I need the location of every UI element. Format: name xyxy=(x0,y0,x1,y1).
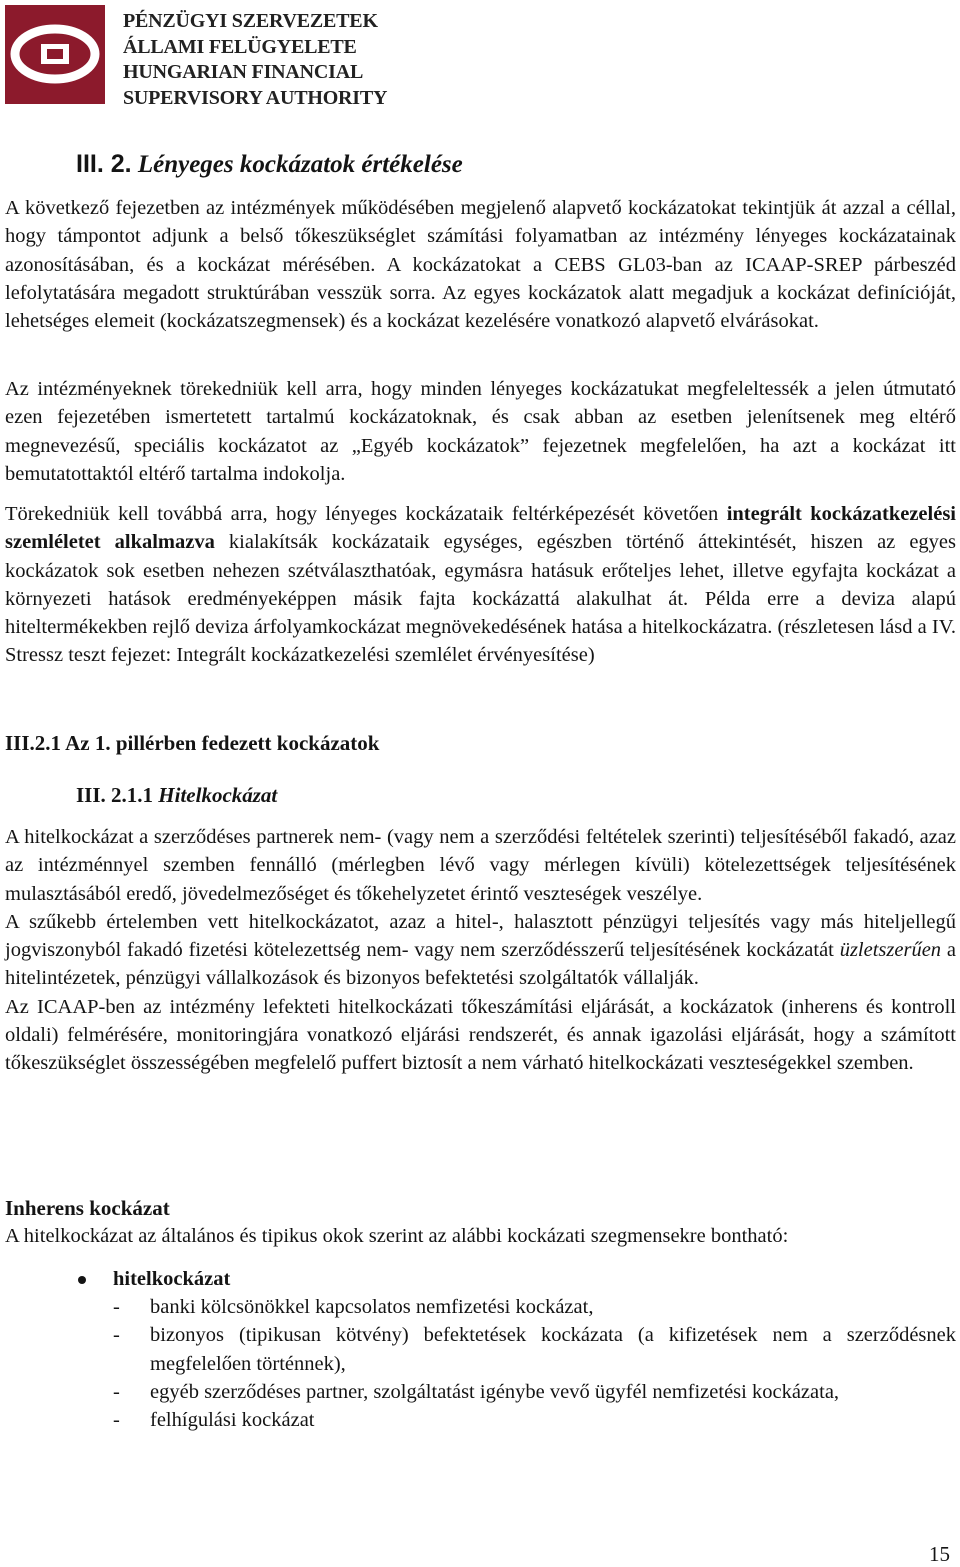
list-item xyxy=(5,1293,956,1321)
bullet-icon xyxy=(78,1276,86,1284)
list-item-text: bizonyos (tipikusan kötvény) befektetések kockázata (a kifizetések nem a szerződésnek megfelelően történnek), xyxy=(150,1324,956,1375)
bold-text-run: integrált kockázatkezelési szemléletet alkalmazva xyxy=(5,503,956,554)
org-line: ÁLLAMI FELÜGYELETE xyxy=(123,35,357,58)
paragraph-intro: A következő fejezetben az intézmények működésében megjelenő alapvető kockázatokat tekintjük át azzal a céllal, hogy támpontot adjunk a belső tőkeszükséglet számítási folyamatban az intézmény lényeges kockázatainak azonosításában, és a kockázat mérésében. A kockázatokat a CEBS GL03-ban az ICAAP-SREP párbeszéd lefolytatására megadott struktúrában vesszük sorra. Az egyes kockázatok alatt megadjuk a kockázat definícióját, lehetséges elemeit (kockázatszegmensek) és a kockázat kezelésére vonatkozó alapvető elvárásokat. xyxy=(5,197,956,333)
page-header xyxy=(5,5,425,109)
organization-name xyxy=(123,9,387,111)
subsubsection-number: III. 2.1.1 xyxy=(76,783,154,807)
org-line: PÉNZÜGYI SZERVEZETEK xyxy=(123,10,378,32)
text-run: kialakítsák kockázataik egységes, egészben történő áttekintését, hiszen az egyes kockázatok sok esetben nehezen szétválaszthatóak, egymásra hatásuk erőteljes lehet, illetve egyfajta kockázat a környezeti hatások eredményeképpen másik fajta kockázattá alakulhat át. Példa erre a deviza alapú hiteltermékekben rejlő deviza árfolyamkockázat megnövekedésének hatása a hitelkockázatra. (részletesen lásd a IV. Stressz teszt fejezet: Integrált kockázatkezelési szemlélet érvényesítése) xyxy=(5,531,956,667)
dash-marker: - xyxy=(113,1324,120,1347)
intro-block xyxy=(5,194,956,335)
credit-risk-block xyxy=(5,823,956,1078)
paragraph-segments: A hitelkockázat az általános és tipikus okok szerint az alábbi kockázati szegmensekre bontható: xyxy=(5,1225,789,1247)
subsection-heading: III.2.1 Az 1. pillérben fedezett kockázatok xyxy=(5,731,380,755)
list-item-text: felhígulási kockázat xyxy=(150,1409,315,1432)
section-heading xyxy=(76,150,463,179)
paragraph-icaap: Az ICAAP-ben az intézmény lefekteti hitelkockázati tőkeszámítási eljárását, a kockázatok (inherens és kontroll oldali) felmérésére, monitoringjára vonatkozó eljárási rendszerét, és annak igazolási eljárását, hogy a számított tőkeszükséglet összességében megfelelő puffert biztosít a nem várható hitelkockázati veszteségekkel szemben. xyxy=(5,995,956,1075)
page-number: 15 xyxy=(929,1542,950,1566)
segments-intro-block xyxy=(5,1222,956,1250)
italic-text-run: üzletszerűen xyxy=(839,939,942,962)
section-number: III. 2. xyxy=(76,150,132,178)
list-item-text: egyéb szerződéses partner, szolgáltatást igénybe vevő ügyfél nemfizetési kockázata, xyxy=(150,1380,840,1403)
list-item-text: banki kölcsönökkel kapcsolatos nemfizetési kockázat, xyxy=(150,1296,594,1318)
dash-marker: - xyxy=(113,1296,120,1318)
paragraph-narrow-sense xyxy=(5,908,956,993)
bullet-label: hitelkockázat xyxy=(113,1268,231,1290)
org-line: HUNGARIAN FINANCIAL xyxy=(123,61,364,83)
dash-marker: - xyxy=(113,1409,120,1432)
org-line: SUPERVISORY AUTHORITY xyxy=(123,86,388,109)
dash-marker: - xyxy=(113,1380,120,1403)
subsubsection-heading xyxy=(76,783,277,808)
list-item-bullet xyxy=(5,1265,956,1293)
paragraph-mapping: Az intézményeknek törekedniük kell arra, hogy minden lényeges kockázatukat megfeleltessék a jelen útmutató ezen fejezetében ismertetett tartalmú kockázatoknak, és csak abban az esetben jelenítsenek meg eltérő megnevezésű, speciális kockázatot az „Egyéb kockázatok” fejezetnek megfelelően, ha azt a kockázat itt bemutatottaktól eltérő tartalma indokolja. xyxy=(5,378,956,485)
subsubsection-title: Hitelkockázat xyxy=(158,783,278,807)
section-title: Lényeges kockázatok értékelése xyxy=(137,151,463,178)
text-run: Törekedniük kell továbbá arra, hogy lényeges kockázataik feltérképezését követően xyxy=(5,503,727,525)
list-item xyxy=(5,1406,956,1434)
integrated-block xyxy=(5,500,956,670)
psz-logo-emblem-icon xyxy=(5,5,105,104)
mapping-block xyxy=(5,375,956,488)
list-item xyxy=(5,1321,956,1378)
text-run: a hitelintézetek, pénzügyi vállalkozások és bizonyos befektetési szolgáltatók vállalják. xyxy=(5,939,956,990)
psz-logo xyxy=(5,5,105,104)
list-item xyxy=(5,1378,956,1406)
text-run: A szűkebb értelemben vett hitelkockázatot, azaz a hitel-, halasztott pénzügyi teljesítés vagy más hiteljellegű jogviszonyból fakadó fizetési kötelezettség nem- vagy nem szerződésszerű teljesítésének kockázatát xyxy=(5,910,956,962)
paragraph-definition: A hitelkockázat a szerződéses partnerek nem- (vagy nem a szerződési feltételek szerinti) teljesítéséből fakadó, azaz az intézménnyel szemben fennálló (mérlegben lévő vagy mérlegen kívüli) kötelezettségek teljesítésének mulasztásából eredő, jövedelmezőséget és tőkehelyzetet érintő veszteségek veszélye. xyxy=(5,826,956,905)
paragraph-integrated xyxy=(5,500,956,670)
risk-segment-list xyxy=(5,1265,956,1434)
inherent-risk-heading: Inherens kockázat xyxy=(5,1196,170,1220)
